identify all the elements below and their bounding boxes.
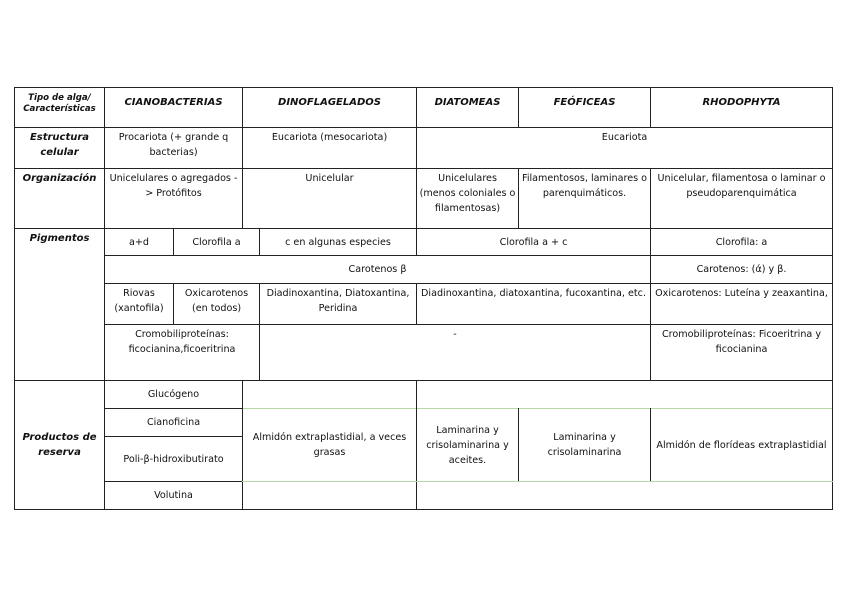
reserva-glucogeno: Glucógeno	[105, 381, 243, 409]
reserva-cianoficina-row	[15, 409, 833, 437]
reserva-rest-blank-bottom	[417, 482, 833, 510]
header-rhodophyta: RHODOPHYTA	[651, 88, 833, 128]
pigmentos-dino-clorofila-c: c en algunas especies	[260, 229, 417, 256]
organizacion-feoficeas: Filamentosos, laminares o parenquimáticos.	[519, 169, 651, 229]
pigmentos-diat-feo-xantofilas: Diadinoxantina, diatoxantina, fucoxantina, etc.	[417, 284, 651, 325]
pigmentos-label: Pigmentos	[15, 229, 105, 381]
estructura-dinoflagelados: Eucariota (mesocariota)	[243, 128, 417, 169]
reserva-dino-blank-top	[243, 381, 417, 409]
organizacion-diatomeas: Unicelulares (menos coloniales o filamentosas)	[417, 169, 519, 229]
organizacion-cianobacterias: Unicelulares o agregados -> Protófitos	[105, 169, 243, 229]
reserva-polihidroxibutirato: Poli-β-hidroxibutirato	[105, 437, 243, 482]
pigmentos-dino-xantofilas: Diadinoxantina, Diatoxantina, Peridina	[260, 284, 417, 325]
organizacion-rhodophyta: Unicelular, filamentosa o laminar o pseudoparenquimática	[651, 169, 833, 229]
estructura-row	[15, 128, 833, 169]
header-diatomeas: DIATOMEAS	[417, 88, 519, 128]
pigmentos-xantofilas-row	[15, 284, 833, 325]
reserva-volutina-row	[15, 482, 833, 510]
pigmentos-dino-clorofila-a: Clorofila a	[174, 229, 260, 256]
pigmentos-rhodo-clorofila: Clorofila: a	[651, 229, 833, 256]
header-row	[15, 88, 833, 128]
estructura-eucariota: Eucariota	[417, 128, 833, 169]
reserva-label: Productos de reserva	[15, 381, 105, 510]
reserva-rest-blank-top	[417, 381, 833, 409]
organizacion-dinoflagelados: Unicelular	[243, 169, 417, 229]
pigmentos-ciano-clorofila: a+d	[105, 229, 174, 256]
organizacion-row	[15, 169, 833, 229]
header-feoficeas: FEÓFICEAS	[519, 88, 651, 128]
header-cianobacterias: CIANOBACTERIAS	[105, 88, 243, 128]
pigmentos-ciano-oxicarotenos: Oxicarotenos (en todos)	[174, 284, 260, 325]
pigmentos-middle-ficobiliproteinas: -	[260, 325, 651, 381]
reserva-dino-blank-bottom	[243, 482, 417, 510]
pigmentos-rhodo-ficobiliproteinas: Cromobiliproteínas: Ficoeritrina y ficocianina	[651, 325, 833, 381]
pigmentos-clorofila-row	[15, 229, 833, 256]
reserva-dinoflagelados: Almidón extraplastidial, a veces grasas	[243, 409, 417, 482]
header-type-line2: Características	[23, 104, 96, 114]
reserva-rhodophyta: Almidón de florídeas extraplastidial	[651, 409, 833, 482]
algae-comparison-table	[14, 87, 833, 510]
organizacion-label: Organización	[15, 169, 105, 229]
reserva-glucogeno-row	[15, 381, 833, 409]
pigmentos-ciano-riovas: Riovas (xantofila)	[105, 284, 174, 325]
pigmentos-ficobiliproteinas-row	[15, 325, 833, 381]
pigmentos-diat-feo-clorofila: Clorofila a + c	[417, 229, 651, 256]
reserva-diatomeas: Laminarina y crisolaminarina y aceites.	[417, 409, 519, 482]
pigmentos-rhodo-xantofilas: Oxicarotenos: Luteína y zeaxantina,	[651, 284, 833, 325]
estructura-cianobacterias: Procariota (+ grande q bacterias)	[105, 128, 243, 169]
pigmentos-carotenos-shared: Carotenos β	[105, 256, 651, 284]
estructura-label: Estructura celular	[15, 128, 105, 169]
header-dinoflagelados: DINOFLAGELADOS	[243, 88, 417, 128]
header-type-cell	[15, 88, 105, 128]
reserva-cianoficina: Cianoficina	[105, 409, 243, 437]
reserva-feoficeas: Laminarina y crisolaminarina	[519, 409, 651, 482]
pigmentos-rhodo-carotenos: Carotenos: (ά) y β.	[651, 256, 833, 284]
header-type-line1: Tipo de alga/	[28, 93, 91, 103]
reserva-volutina: Volutina	[105, 482, 243, 510]
pigmentos-ciano-ficobiliproteinas: Cromobiliproteínas: ficocianina,ficoeritrina	[105, 325, 260, 381]
pigmentos-carotenos-row	[15, 256, 833, 284]
